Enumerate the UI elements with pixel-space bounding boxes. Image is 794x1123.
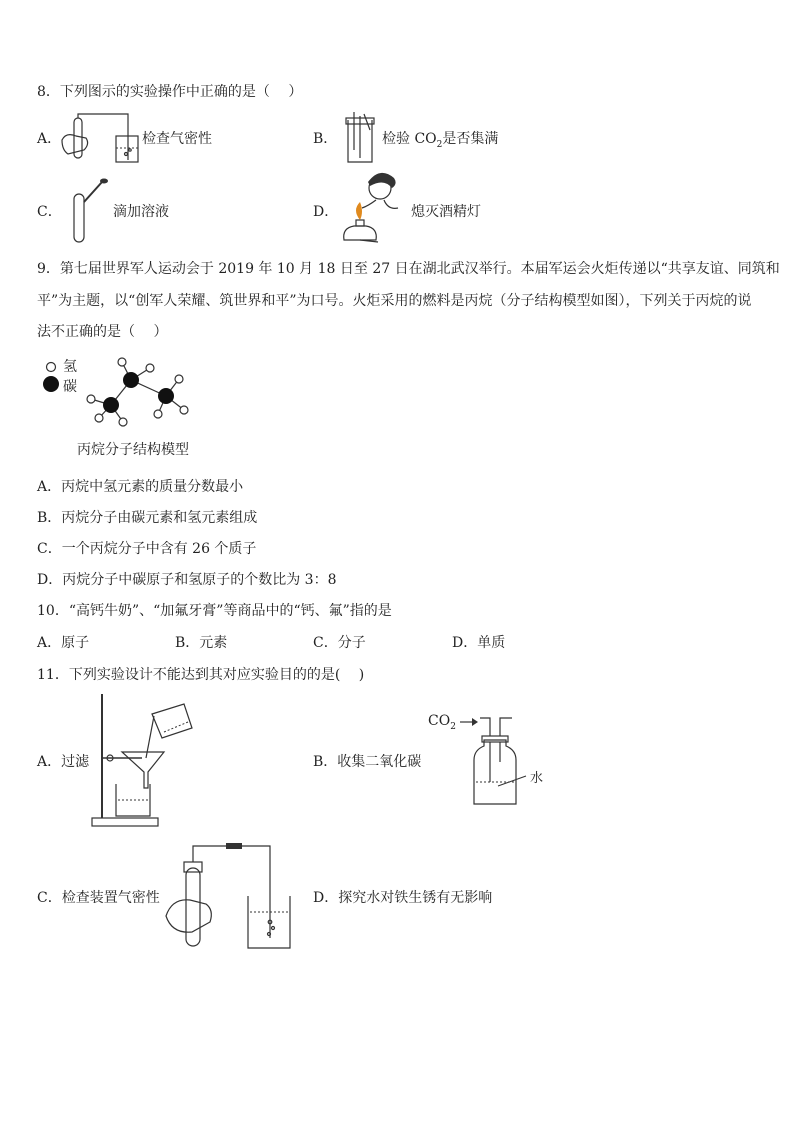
q9-option-a: A．丙烷中氢元素的质量分数最小 (37, 479, 244, 495)
q9-stem-line1: 9．第七届世界军人运动会于 2019 年 10 月 18 日至 27 日在湖北武汉举行。本届军运会火炬传递以“共享友谊、同筑和 (37, 261, 780, 277)
q10-option-c: C．分子 (313, 635, 366, 651)
gas-collection-bottle-figure (460, 712, 540, 812)
q11-option-c: C．检查装置气密性 (37, 890, 160, 906)
hydrogen-legend-icon (47, 363, 56, 372)
q9-option-b: B．丙烷分子由碳元素和氢元素组成 (37, 510, 258, 526)
airtightness-check-figure (160, 838, 295, 953)
q10-option-b: B．元素 (175, 635, 228, 651)
q9-option-c: C．一个丙烷分子中含有 26 个质子 (37, 541, 257, 557)
water-label: 水 (530, 771, 544, 786)
q9-stem-line2: 平”为主题，以“创军人荣耀、筑世界和平”为口号。火炬采用的燃料是丙烷（分子结构模型如图），下列关于丙烷的说 (37, 293, 752, 309)
q9-option-d: D．丙烷分子中碳原子和氢原子的个数比为 3：8 (37, 572, 337, 588)
co2-inlet-label: $CO_2$ (428, 713, 456, 732)
q11-option-b: B．收集二氧化碳 (313, 754, 422, 770)
carbon-legend-icon (43, 376, 59, 392)
q10-stem: 10．“高钙牛奶”、“加氟牙膏”等商品中的“钙、氟”指的是 (37, 603, 392, 619)
q8c-dropper-figure (68, 178, 113, 246)
q10-option-a: A．原子 (37, 635, 90, 651)
q8-stem: 8．下列图示的实验操作中正确的是（ ） (37, 84, 303, 100)
q8-option-d-letter: D． (313, 204, 339, 220)
q8-option-b-text: 检验 $CO_2$是否集满 (382, 131, 499, 150)
q11-stem: 11．下列实验设计不能达到其对应实验目的的是( ) (37, 667, 365, 683)
q8-option-c-letter: C． (37, 204, 62, 220)
q11-option-a: A．过滤 (37, 754, 90, 770)
legend-hydrogen-label: 氢 (63, 359, 77, 375)
propane-model-caption: 丙烷分子结构模型 (77, 442, 189, 458)
legend-carbon-label: 碳 (63, 379, 77, 395)
q8-option-b-letter: B． (313, 131, 338, 147)
q8-option-a-text: 检查气密性 (142, 131, 212, 147)
filtration-apparatus-figure (88, 692, 198, 832)
q10-option-d: D．单质 (452, 635, 506, 651)
q8a-airtightness-figure (60, 110, 145, 165)
q8-option-a-letter: A． (37, 131, 62, 147)
q8-option-d-text: 熄灭酒精灯 (411, 204, 481, 220)
q9-stem-line3: 法不正确的是（ ） (37, 324, 168, 340)
q8-option-c-text: 滴加溶液 (113, 204, 169, 220)
q11-option-d: D．探究水对铁生锈有无影响 (313, 890, 493, 906)
q8b-co2-test-figure (340, 110, 380, 168)
q8d-alcohol-lamp-figure (338, 170, 408, 248)
